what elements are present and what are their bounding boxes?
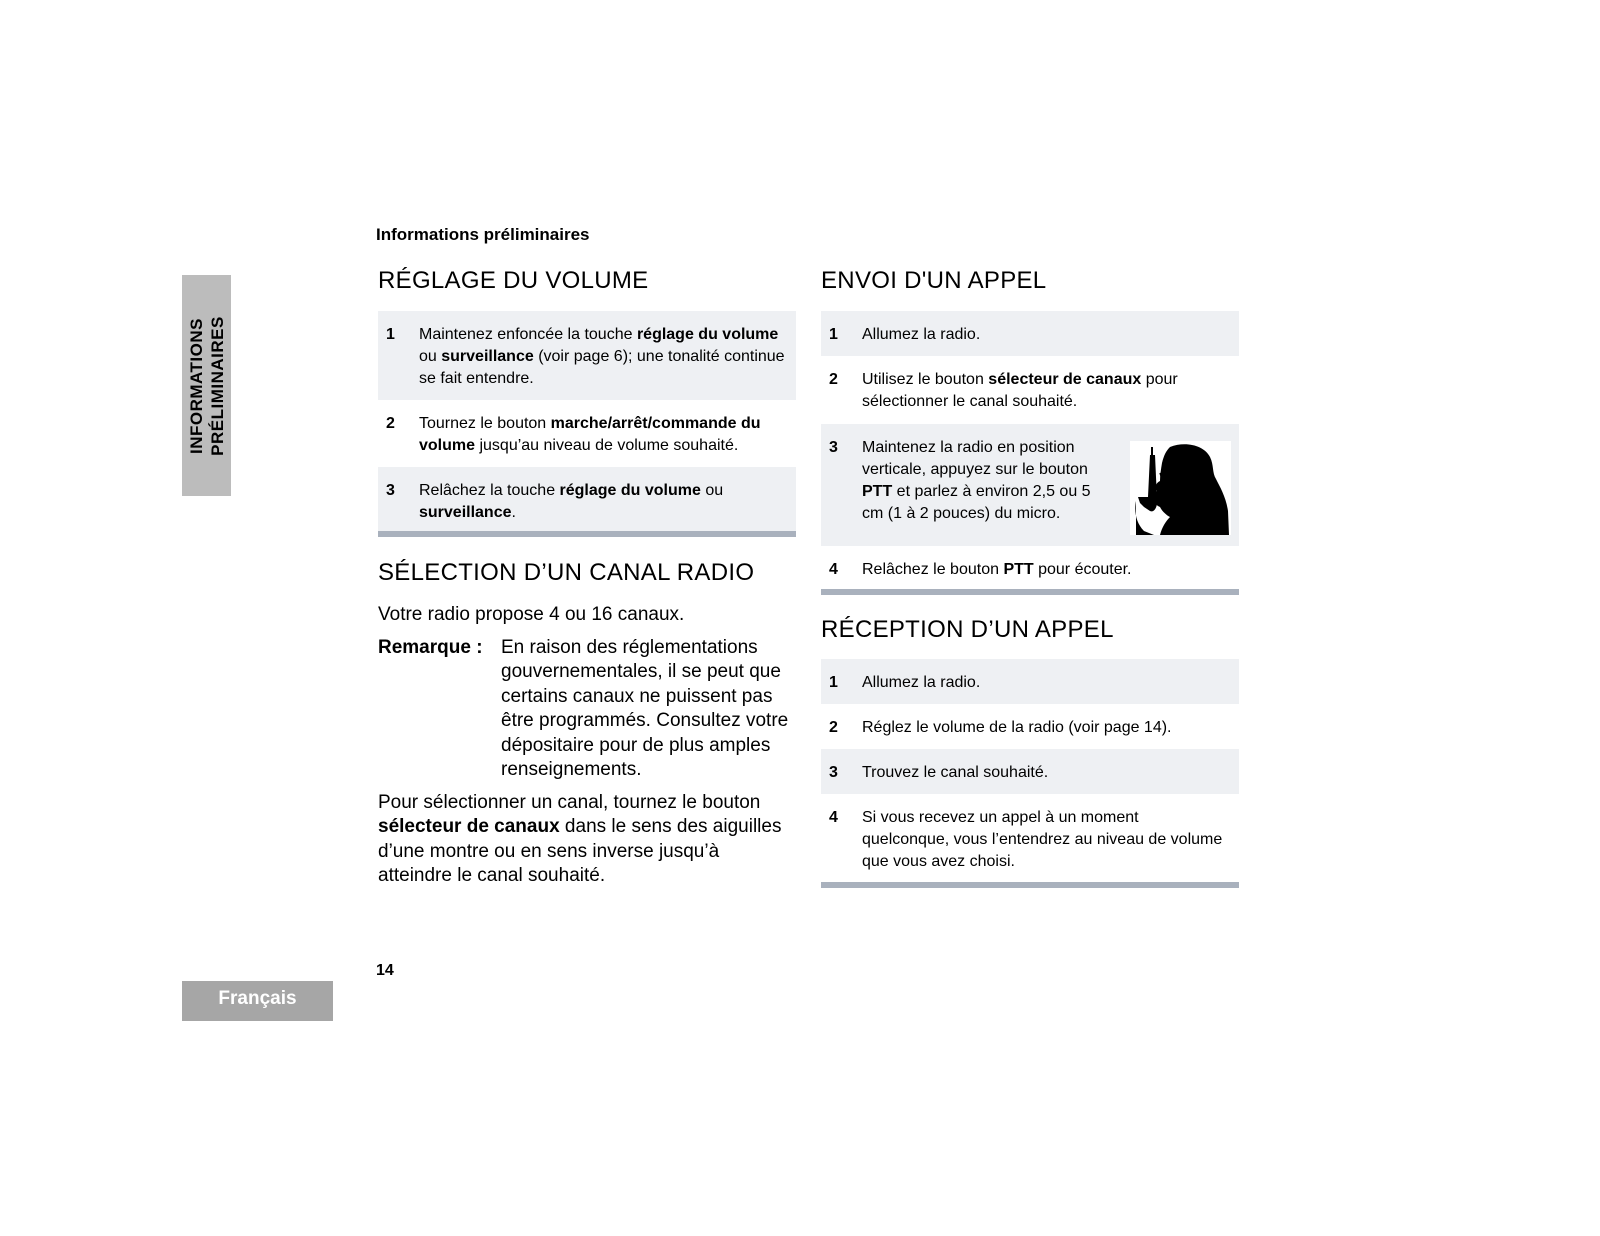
volume-steps	[378, 311, 796, 537]
remark-label: Remarque :	[378, 636, 483, 658]
volume-step-2	[378, 400, 796, 467]
side-tab-line-2: PRÉLIMINAIRES	[207, 315, 227, 456]
step-text: Utilisez le bouton sélecteur de canaux pour sélectionner le canal souhaité.	[862, 371, 1178, 410]
step-number: 4	[829, 561, 838, 578]
side-tab-label	[186, 316, 228, 456]
language-tab: Français	[182, 981, 333, 1021]
running-header: Informations préliminaires	[376, 225, 590, 244]
step-number: 3	[386, 482, 395, 499]
step-number: 2	[386, 415, 395, 432]
person-talking-radio-figure	[1130, 441, 1231, 535]
step-number: 1	[829, 326, 838, 343]
remark-text: En raison des réglementations gouvernementales, il se peut que certains canaux ne puissent pas être programmés. Consultez votre dépositaire pour de plus amples renseignements.	[501, 636, 789, 780]
page-number: 14	[376, 962, 394, 979]
step-text: Relâchez la touche réglage du volume ou surveillance.	[419, 482, 724, 521]
receive-step-1	[821, 659, 1239, 704]
step-text: Si vous recevez un appel à un moment quelconque, vous l’entendrez au niveau de volume que vous avez choisi.	[862, 809, 1223, 870]
remark	[378, 636, 798, 783]
receive-step-3	[821, 749, 1239, 794]
step-number: 3	[829, 764, 838, 781]
send-step-1	[821, 311, 1239, 356]
send-call-heading: ENVOI D'UN APPEL	[821, 267, 1047, 294]
step-number: 3	[829, 439, 838, 456]
channel-heading: SÉLECTION D’UN CANAL RADIO	[378, 559, 755, 586]
step-text: Tournez le bouton marche/arrêt/commande du volume jusqu’au niveau de volume souhaité.	[419, 415, 761, 454]
step-text: Allumez la radio.	[862, 674, 981, 691]
receive-step-4	[821, 794, 1239, 882]
volume-step-1	[378, 311, 796, 400]
step-number: 4	[829, 809, 838, 826]
section-rule	[821, 589, 1239, 595]
step-text: Maintenez enfoncée la touche réglage du volume ou surveillance (voir page 6); une tonalité continue se fait entendre.	[419, 326, 785, 387]
section-rule	[378, 531, 796, 537]
send-step-4	[821, 546, 1239, 589]
volume-heading: RÉGLAGE DU VOLUME	[378, 267, 649, 294]
channel-body	[378, 603, 798, 889]
volume-step-3	[378, 467, 796, 531]
side-tab-line-1: INFORMATIONS	[186, 317, 206, 454]
send-step-2	[821, 356, 1239, 424]
step-text: Maintenez la radio en position verticale, appuyez sur le bouton PTT et parlez à environ 2,5 ou 5 cm (1 à 2 pouces) du micro.	[862, 439, 1091, 522]
step-number: 2	[829, 719, 838, 736]
section-rule	[821, 882, 1239, 888]
receive-call-steps	[821, 659, 1239, 888]
channel-instructions: Pour sélectionner un canal, tournez le bouton sélecteur de canaux dans le sens des aiguilles d’une montre ou en sens inverse jusqu’à atteindre le canal souhaité.	[378, 791, 782, 886]
channel-intro: Votre radio propose 4 ou 16 canaux.	[378, 604, 685, 625]
step-text: Relâchez le bouton PTT pour écouter.	[862, 561, 1132, 578]
step-number: 1	[829, 674, 838, 691]
receive-step-2	[821, 704, 1239, 749]
step-text: Réglez le volume de la radio (voir page 14).	[862, 719, 1172, 736]
receive-call-heading: RÉCEPTION D’UN APPEL	[821, 616, 1114, 643]
step-text: Trouvez le canal souhaité.	[862, 764, 1049, 781]
step-text: Allumez la radio.	[862, 326, 981, 343]
section-side-tab	[182, 275, 231, 496]
step-number: 1	[386, 326, 395, 343]
step-number: 2	[829, 371, 838, 388]
